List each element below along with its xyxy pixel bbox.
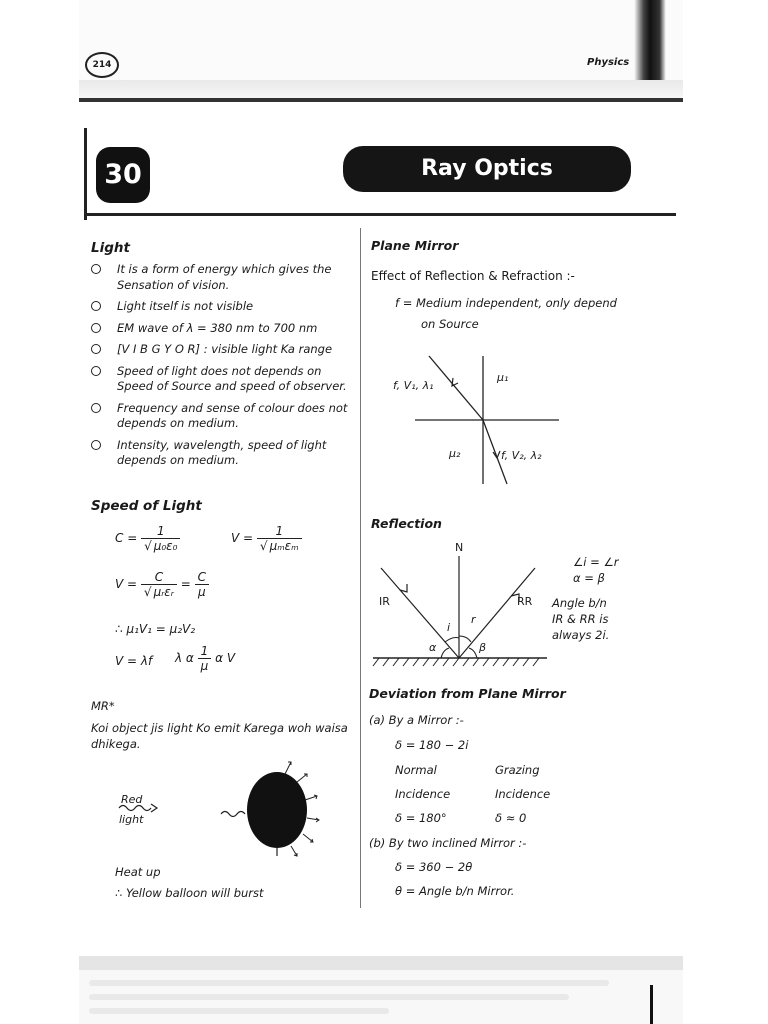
deviation-heading: Deviation from Plane Mirror [369,686,566,701]
angle-alpha-label: α [429,641,437,654]
reflection-law-1: ∠i = ∠r [573,555,619,569]
red-label: Red [121,793,143,806]
refracted-label: f, V₂, λ₂ [501,449,542,462]
light-label: light [119,813,144,826]
title-rule [84,213,676,216]
deviation-a: (a) By a Mirror :- [369,713,464,727]
formula-c: C = $\frac{1}{\text{√ μ₀ε₀}}$ [115,524,180,553]
list-item: EM wave of λ = 380 nm to 700 nm [89,321,357,337]
list-item: It is a form of energy which gives the Sensation of vision. [89,262,357,293]
incidence-text-2: Incidence [495,787,551,801]
wave-arrow-icon [115,798,165,818]
normal-label: N [455,541,464,554]
light-bullets [89,262,357,475]
angle-beta-label: β [479,641,487,654]
deviation-a-eq: δ = 180 − 2i [395,738,469,752]
faded-text-line [89,1008,389,1014]
reflection-heading: Reflection [371,516,442,531]
bullet-icon [91,323,101,333]
light-heading: Light [91,240,130,256]
rr-label: RR [517,595,533,608]
formula-v-lambda-f: V = λf [115,654,153,668]
chapter-number: 30 [96,147,150,203]
chapter-title: Ray Optics [343,146,631,192]
speed-heading: Speed of Light [91,498,202,514]
plane-mirror-heading: Plane Mirror [371,238,459,253]
list-item: Intensity, wavelength, speed of light depends on medium. [89,438,357,469]
angle-i-label: i [447,621,451,634]
bullet-icon [91,403,101,413]
bullet-icon [91,440,101,450]
faded-text-line [89,980,609,986]
page-sheet [79,0,683,1024]
balloon-result: ∴ Yellow balloon will burst [115,886,264,900]
normal-deviation: δ = 180° [395,811,447,825]
ir-label: IR [379,595,390,608]
page-gap-bottom [79,956,683,970]
page-number: 214 [85,52,119,78]
bullet-icon [91,301,101,311]
page-gap [79,80,683,98]
mr-label: MR* [91,699,115,713]
mu1-label: μ₁ [497,371,509,384]
angle-r-label: r [471,613,476,626]
next-page-strip [79,970,683,1024]
mr-text: Koi object jis light Ko emit Karega woh waisa dhikega. [91,721,348,751]
list-item: Light itself is not visible [89,299,357,315]
incidence-text-1: Incidence [395,787,451,801]
running-head: Physics [587,57,630,68]
mu2-label: μ₂ [449,447,461,460]
bullet-icon [91,264,101,274]
list-item: Speed of light does not depends on Speed of Source and speed of observer. [89,364,357,395]
formula-mu-v: ∴ μ₁V₁ = μ₂V₂ [115,622,196,636]
grazing-text: Grazing [495,763,540,777]
deviation-b-def: θ = Angle b/n Mirror. [395,884,515,898]
bullet-icon [91,366,101,376]
formula-v-relative: V = $\frac{C}{\text{√ μᵣεᵣ}}$ = $\frac{C}{\mu}$ [115,570,209,599]
medium-note-2: on Source [421,317,479,331]
column-divider [360,228,361,908]
list-item: [V I B G Y O R] : visible light Ka range [89,342,357,358]
top-rule [79,98,683,102]
left-margin-bar [84,128,87,220]
reflection-note-3: always 2i. [552,628,610,642]
reflection-note-2: IR & RR is [552,612,609,626]
list-item: Frequency and sense of colour does not depends on medium. [89,401,357,432]
balloon-icon [219,752,349,862]
medium-note-1: f = Medium independent, only depend [395,296,617,310]
formula-lambda-proportional: λ α $\frac{1}{\mu}$ α V [175,644,236,673]
normal-text: Normal [395,763,437,777]
previous-page-strip [79,0,683,80]
heat-up-text: Heat up [115,865,161,879]
deviation-b: (b) By two inclined Mirror :- [369,836,527,850]
faded-text-line [89,994,569,1000]
reflection-note-1: Angle b/n [552,596,607,610]
reflection-law-2: α = β [573,571,605,585]
reflection-refraction-sub: Effect of Reflection & Refraction :- [371,269,575,283]
deviation-b-eq: δ = 360 − 2θ [395,860,473,874]
formula-v-medium: V = $\frac{1}{\text{√ μₘεₘ}}$ [231,524,302,553]
grazing-deviation: δ ≈ 0 [495,811,527,825]
incident-label: f, V₁, λ₁ [393,379,434,392]
bullet-icon [91,344,101,354]
book-spine-shadow [634,0,666,80]
book-spine-shadow [650,985,653,1024]
